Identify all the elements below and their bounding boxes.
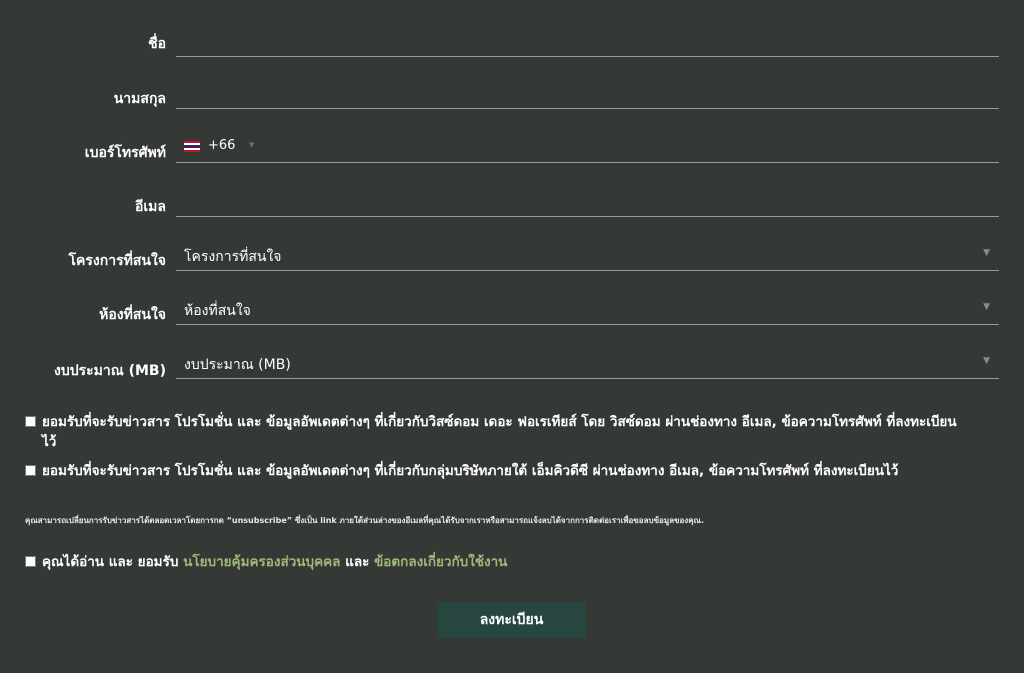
room-select[interactable] [176, 296, 999, 325]
email-label: อีเมล [134, 199, 166, 215]
dial-code[interactable]: +66 [208, 138, 236, 153]
privacy-and: และ [345, 554, 370, 570]
chevron-down-icon[interactable]: ▼ [983, 302, 990, 312]
last-name-field[interactable] [176, 80, 999, 109]
room-select-value[interactable]: ห้องที่สนใจ [184, 303, 251, 319]
budget-select-value[interactable]: งบประมาณ (MB) [184, 357, 291, 373]
thailand-flag-icon[interactable] [184, 141, 200, 152]
phone-field[interactable] [176, 134, 999, 163]
room-label: ห้องที่สนใจ [99, 307, 166, 323]
consent-group-text: ยอมรับที่จะรับข่าวสาร โปรโมชั่น และ ข้อมูลอัพเดตต่างๆ ที่เกี่ยวกับกลุ่มบริษัทภายใต้ เอ็มคิวดีซี ผ่านช่องทาง อีเมล, ข้อความโทรศัพท์ ที่ลงทะเบียนไว้ [42, 463, 899, 479]
email-input[interactable] [176, 188, 999, 216]
unsubscribe-note: คุณสามารถเปลี่ยนการรับข่าวสารได้ตลอดเวลาโดยการกด “unsubscribe” ซึ่งเป็น link ภายใต้ส่วนล่างของอีเมลที่คุณได้รับจากเราหรือสามารถแจ้งลบได้จากการติดต่อเราเพื่อขอลบข้อมูลของคุณ. [25, 516, 705, 525]
first-name-label: ชื่อ [148, 36, 166, 52]
email-field[interactable] [176, 188, 999, 217]
consent-developer-row[interactable] [25, 412, 995, 452]
project-label: โครงการที่สนใจ [68, 253, 166, 269]
privacy-policy-link[interactable]: นโยบายคุ้มครองส่วนบุคคล [183, 554, 341, 570]
privacy-consent-row[interactable] [25, 552, 725, 572]
privacy-consent-text [42, 552, 725, 572]
privacy-prefix: คุณได้อ่าน และ ยอมรับ [42, 554, 179, 570]
last-name-input[interactable] [176, 80, 999, 108]
budget-label: งบประมาณ (MB) [54, 363, 166, 379]
privacy-consent-checkbox[interactable] [25, 556, 36, 567]
chevron-down-icon[interactable]: ▼ [983, 248, 990, 258]
first-name-field[interactable] [176, 28, 999, 57]
consent-developer-text-continued: ไว้ [42, 434, 57, 450]
consent-group-row[interactable] [25, 461, 995, 481]
chevron-down-icon[interactable]: ▼ [249, 141, 255, 149]
chevron-down-icon[interactable]: ▼ [983, 356, 990, 366]
project-select-value[interactable]: โครงการที่สนใจ [184, 249, 282, 265]
last-name-label: นามสกุล [113, 91, 166, 107]
first-name-input[interactable] [176, 28, 999, 56]
phone-label: เบอร์โทรศัพท์ [84, 145, 166, 161]
consent-developer-text: ยอมรับที่จะรับข่าวสาร โปรโมชั่น และ ข้อมูลอัพเดตต่างๆ ที่เกี่ยวกับวิสซ์ดอม เดอะ ฟอเรเทียส์ โดย วิสซ์ดอม ผ่านช่องทาง อีเมล, ข้อความโทรศัพท์ ที่ลงทะเบียน [42, 414, 957, 430]
project-select[interactable] [176, 242, 999, 271]
consent-developer-checkbox[interactable] [25, 416, 36, 427]
terms-of-use-link[interactable]: ข้อตกลงเกี่ยวกับใช้งาน [374, 554, 508, 570]
register-button[interactable]: ลงทะเบียน [437, 602, 586, 638]
consent-group-checkbox[interactable] [25, 465, 36, 476]
budget-select[interactable] [176, 350, 999, 379]
